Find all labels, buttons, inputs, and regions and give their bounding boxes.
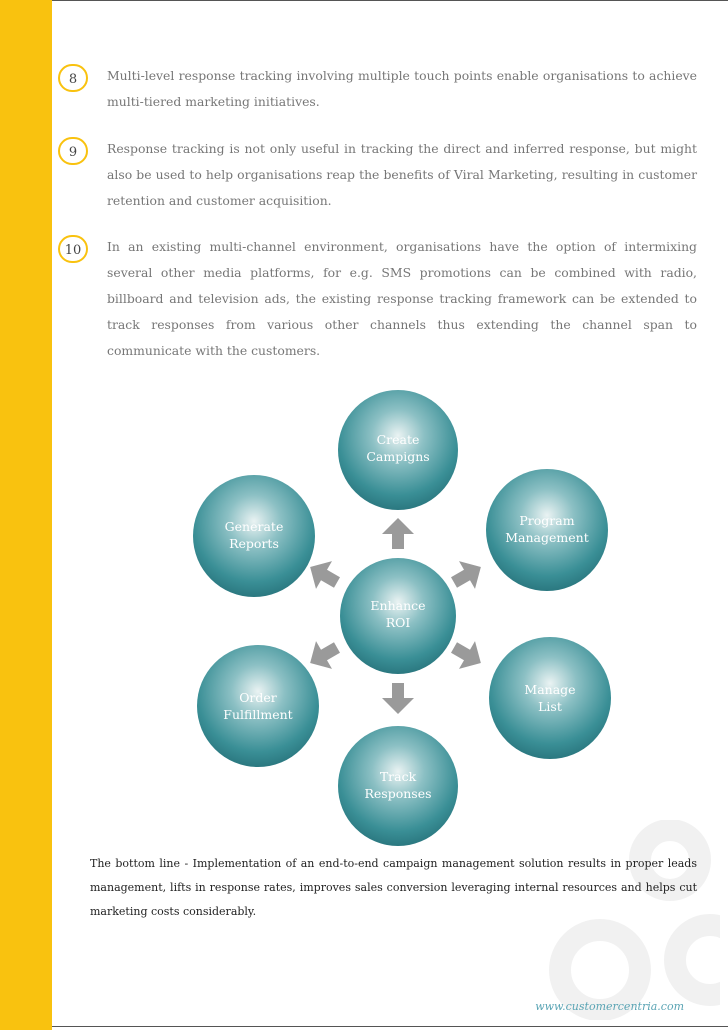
point-number-badge: 10 xyxy=(58,235,88,263)
node-create-campigns xyxy=(338,390,458,510)
bottom-rule xyxy=(52,1026,728,1027)
point-number-badge: 8 xyxy=(58,64,88,92)
node-label: Reports xyxy=(229,536,279,551)
arrow-up-right xyxy=(446,553,489,596)
bottom-line-summary: The bottom line - Implementation of an end-to-end campaign management solution results in proper leads management, lifts in response rates, improves sales conversion leveraging internal resources and helps cut marketing costs considerably. xyxy=(90,857,697,918)
center-node-enhance-roi xyxy=(340,558,456,674)
node-track-responses xyxy=(338,726,458,846)
node-program-management xyxy=(486,469,608,591)
node-label: Create xyxy=(376,432,420,447)
node-label: Track xyxy=(379,769,417,784)
arrow-down-left xyxy=(302,634,345,677)
node-label: ROI xyxy=(385,615,411,630)
node-manage-list xyxy=(489,637,611,759)
node-label: Management xyxy=(505,530,589,545)
node-label: Manage xyxy=(524,682,576,697)
point-text: Multi-level response tracking involving multiple touch points enable organisations to achieve multi-tiered marketing initiatives. xyxy=(107,68,697,109)
node-label: Fulfillment xyxy=(223,707,293,722)
point-number-badge: 9 xyxy=(58,137,88,165)
node-generate-reports xyxy=(193,475,315,597)
node-label: Campigns xyxy=(366,449,430,464)
node-label: List xyxy=(538,699,562,714)
point-text: Response tracking is not only useful in tracking the direct and inferred response, but might also be used to help organisations reap the benefits of Viral Marketing, resulting in customer retention and customer acquisition. xyxy=(107,141,697,208)
point-text: In an existing multi-channel environment, organisations have the option of intermixing several other media platforms, for e.g. SMS promotions can be combined with radio, billboard and television ads, the existing response tracking framework can be extended to track responses from various other channels thus extending the channel span to communicate with the customers. xyxy=(107,239,697,358)
node-label: Order xyxy=(239,690,277,705)
node-label: Program xyxy=(519,513,575,528)
arrow-down xyxy=(382,683,414,714)
node-label: Enhance xyxy=(370,598,426,613)
node-label: Generate xyxy=(224,519,284,534)
footer-url[interactable]: www.customercentria.com xyxy=(535,1000,684,1013)
arrow-up xyxy=(382,518,414,549)
arrow-down-right xyxy=(446,634,489,677)
node-label: Responses xyxy=(364,786,432,801)
node-order-fulfillment xyxy=(197,645,319,767)
